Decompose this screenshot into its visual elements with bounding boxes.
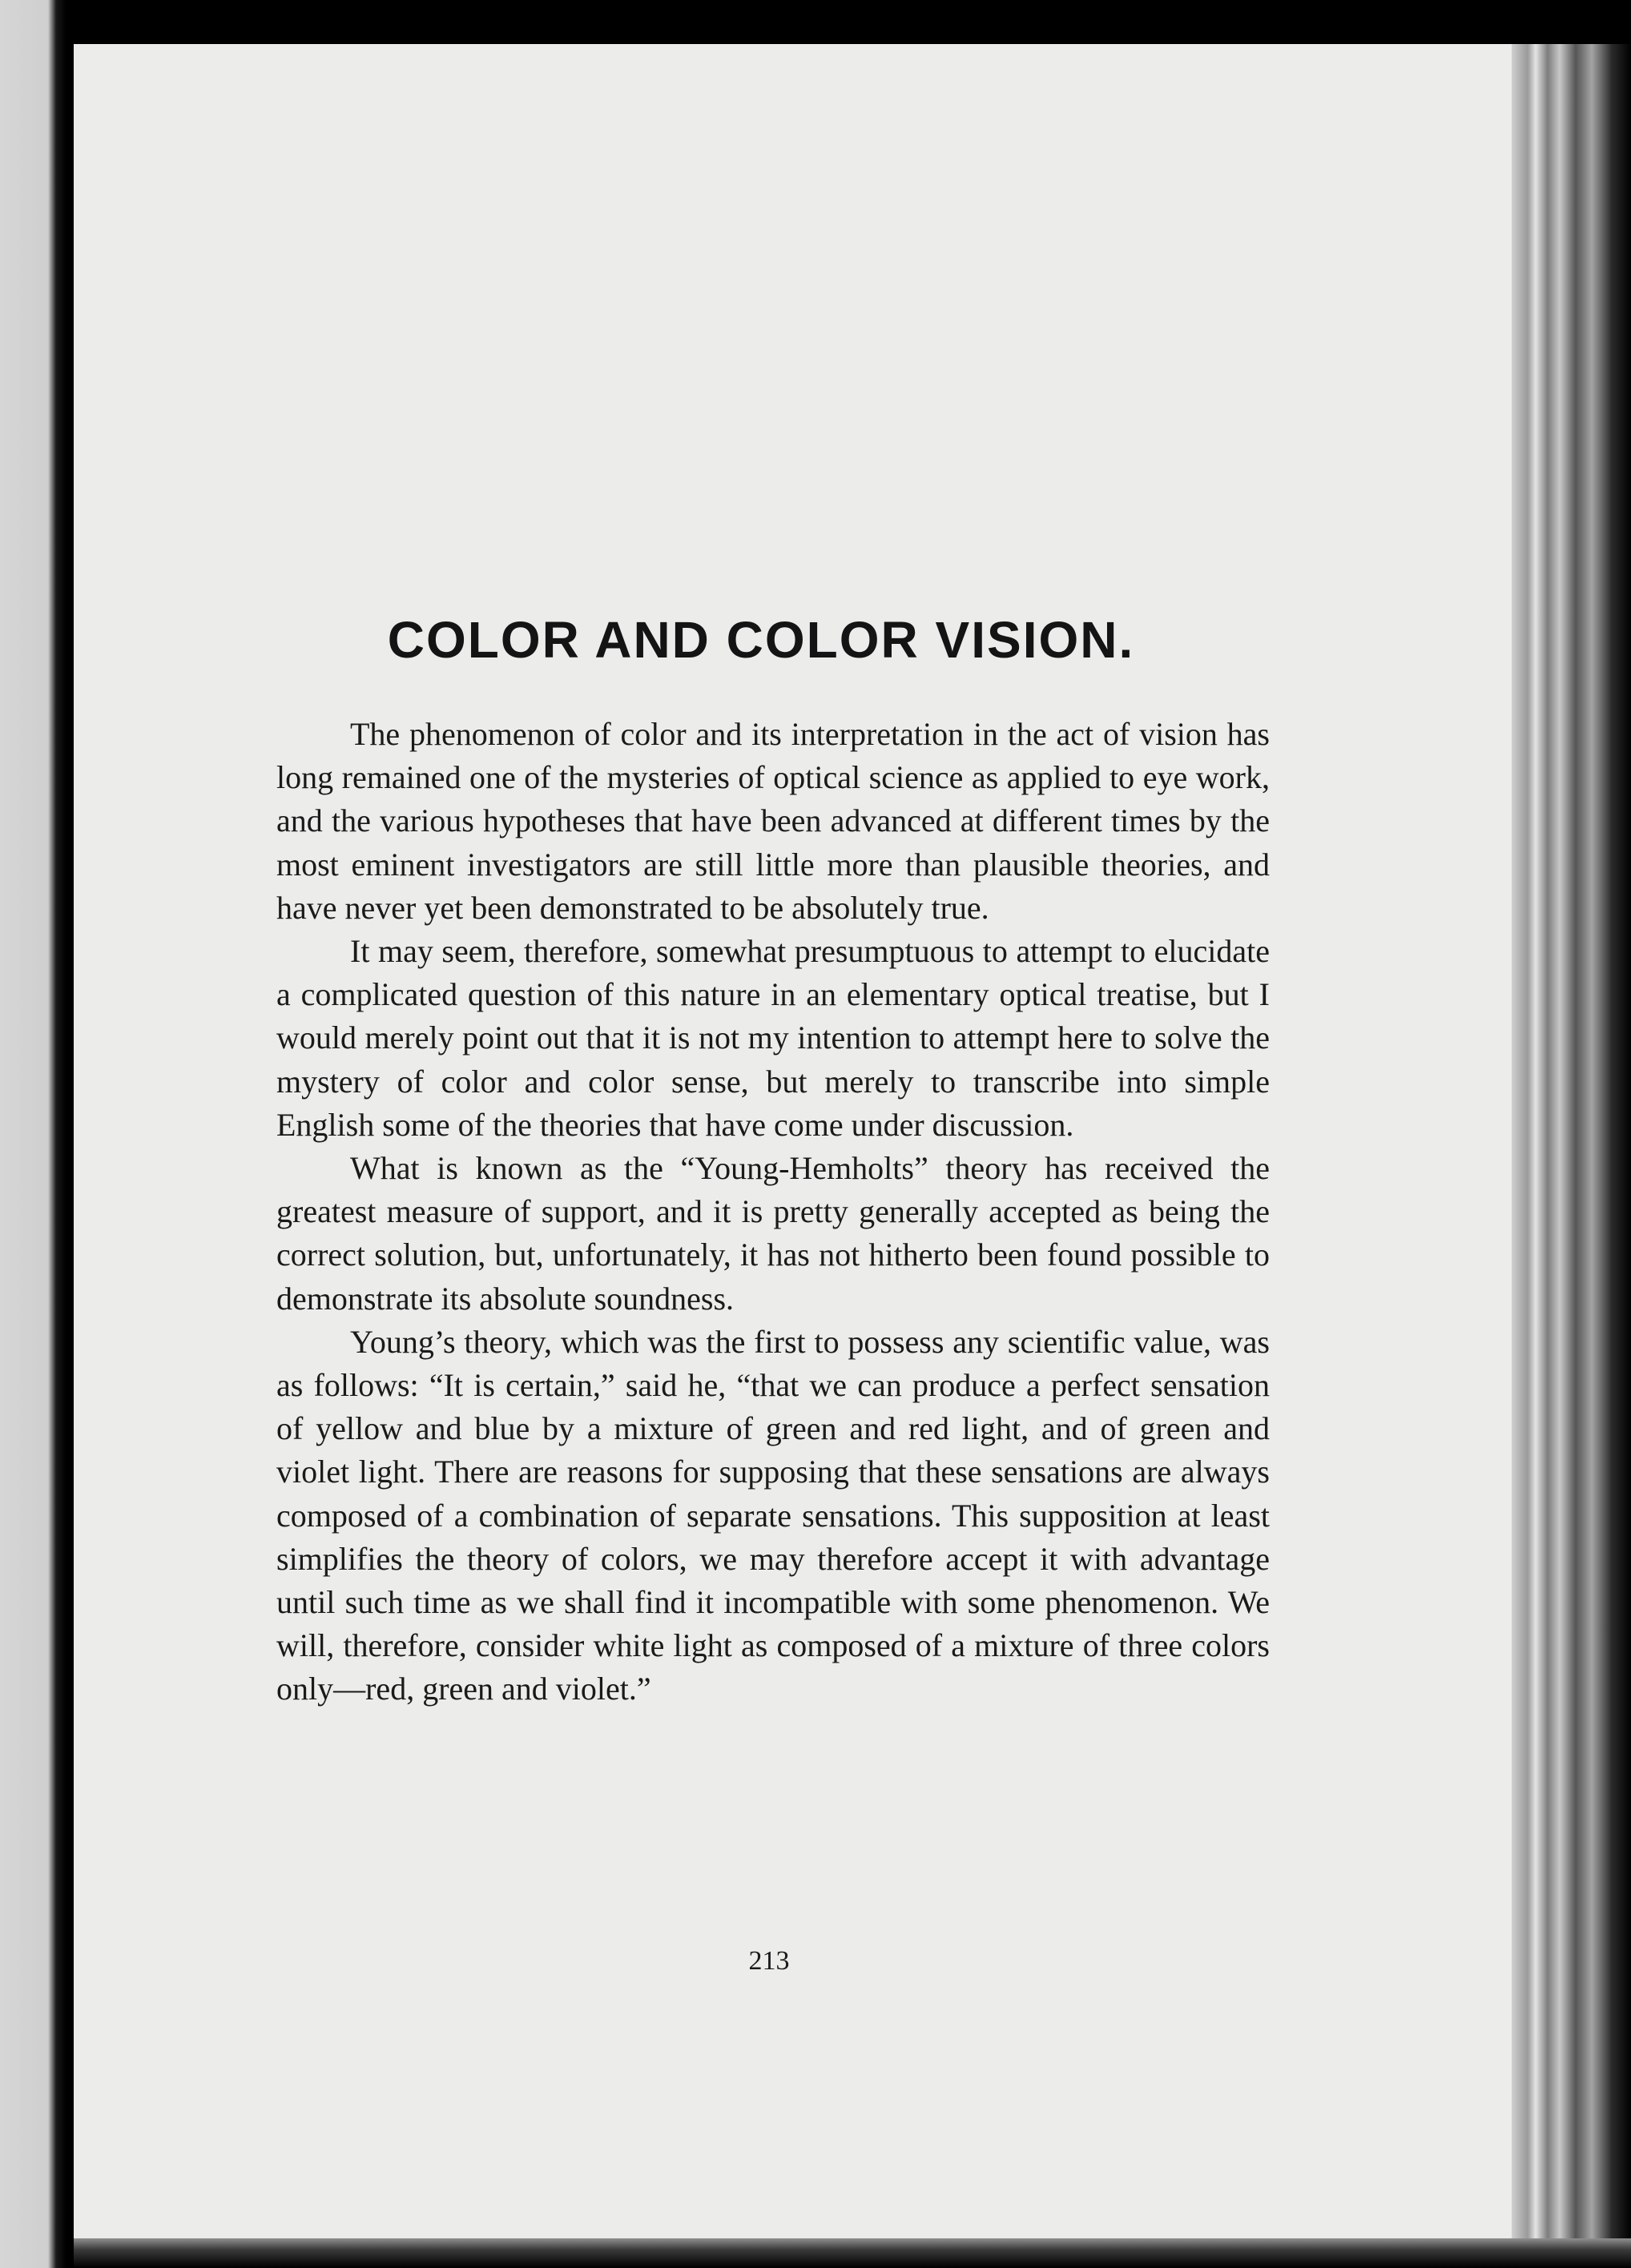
chapter-heading: COLOR AND COLOR VISION. — [387, 611, 1135, 669]
paragraph-2: It may seem, therefore, somewhat presumptuous to attempt to elucidate a complicated question of this nature in an elementary optical treatise, but I would merely point out that it is not my intention to attempt here to solve the mystery of color and color sense, but merely to transcribe into simple English some of the theories that have come under discussion. — [276, 933, 1270, 1143]
page-spine-edge — [1512, 44, 1631, 2238]
paragraph-3: What is known as the “Young-Hemholts” theory has received the greatest measure of support, and it is pretty generally accepted as being the correct solution, but, unfortunately, it has not hitherto been found possible to demonstrate its absolute soundness. — [276, 1150, 1270, 1317]
bottom-page-edge — [74, 2238, 1631, 2268]
paragraph-4: Young’s theory, which was the first to possess any scientific value, was as follows: “It is certain,” said he, “that we can produce a perfect sensation of yellow and blue by a mixture of green and red light, and of green and violet light. There are reasons for supposing that these sensations are always composed of a combination of separate sensations. This supposition at least simplifies the theory of colors, we may therefore accept it with advantage until such time as we shall find it incompatible with some phenomenon. We will, therefore, consider white light as composed of a mixture of three colors only—red, green and violet.” — [276, 1323, 1270, 1707]
page-number: 213 — [748, 1946, 790, 1976]
left-page-edge — [0, 0, 66, 2268]
body-text — [276, 713, 1270, 1711]
paragraph-1: The phenomenon of color and its interpretation in the act of vision has long remained one of the mysteries of optical science as applied to eye work, and the various hypotheses that have been advanced at different times by the most eminent investigators are still little more than plausible theories, and have never yet been demonstrated to be absolutely true. — [276, 716, 1270, 926]
